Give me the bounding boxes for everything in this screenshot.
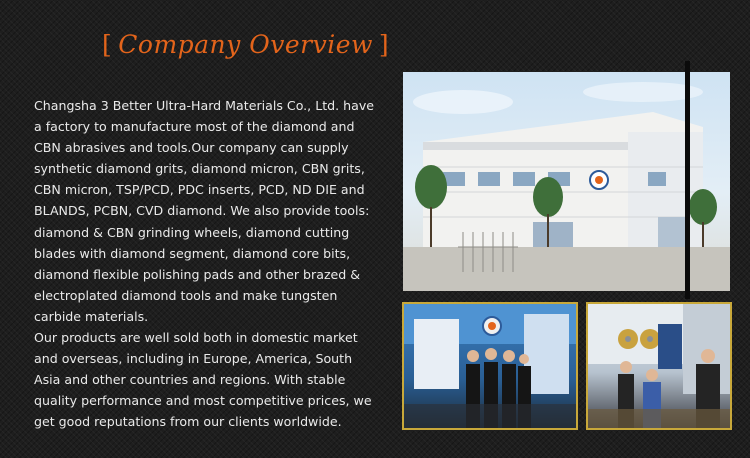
section-heading bbox=[96, 30, 390, 70]
factory-building-photo bbox=[403, 72, 730, 291]
photo-divider-bar bbox=[685, 61, 690, 299]
description-paragraph-2: Our products are well sold both in domestic market and overseas, including in Europe, America, South Asia and other countries and regions. With stable quality performance and most competitive prices, we get good reputations from our clients worldwide. bbox=[34, 330, 372, 430]
company-description bbox=[34, 95, 376, 433]
exhibition-booth-photo-visitors bbox=[586, 302, 732, 430]
description-paragraph-1: Changsha 3 Better Ultra-Hard Materials Co., Ltd. have a factory to manufacture most of the diamond and CBN abrasives and tools.Our company can supply synthetic diamond grits, diamond micron, CBN grits, CBN micron, TSP/PCD, PDC inserts, PCD, ND DIE and BLANDS, PCBN, CVD diamond. We also provide tools: diamond & CBN grinding wheels, diamond cutting blades with diamond segment, diamond core bits, diamond flexible polishing pads and other brazed & electroplated diamond tools and make tungsten carbide materials. bbox=[34, 98, 375, 324]
heading-bracket-open: [ bbox=[102, 30, 113, 59]
exhibition-booth-photo-team bbox=[402, 302, 578, 430]
heading-bracket-close: ] bbox=[378, 30, 390, 59]
heading-title: Company Overview bbox=[118, 30, 373, 59]
